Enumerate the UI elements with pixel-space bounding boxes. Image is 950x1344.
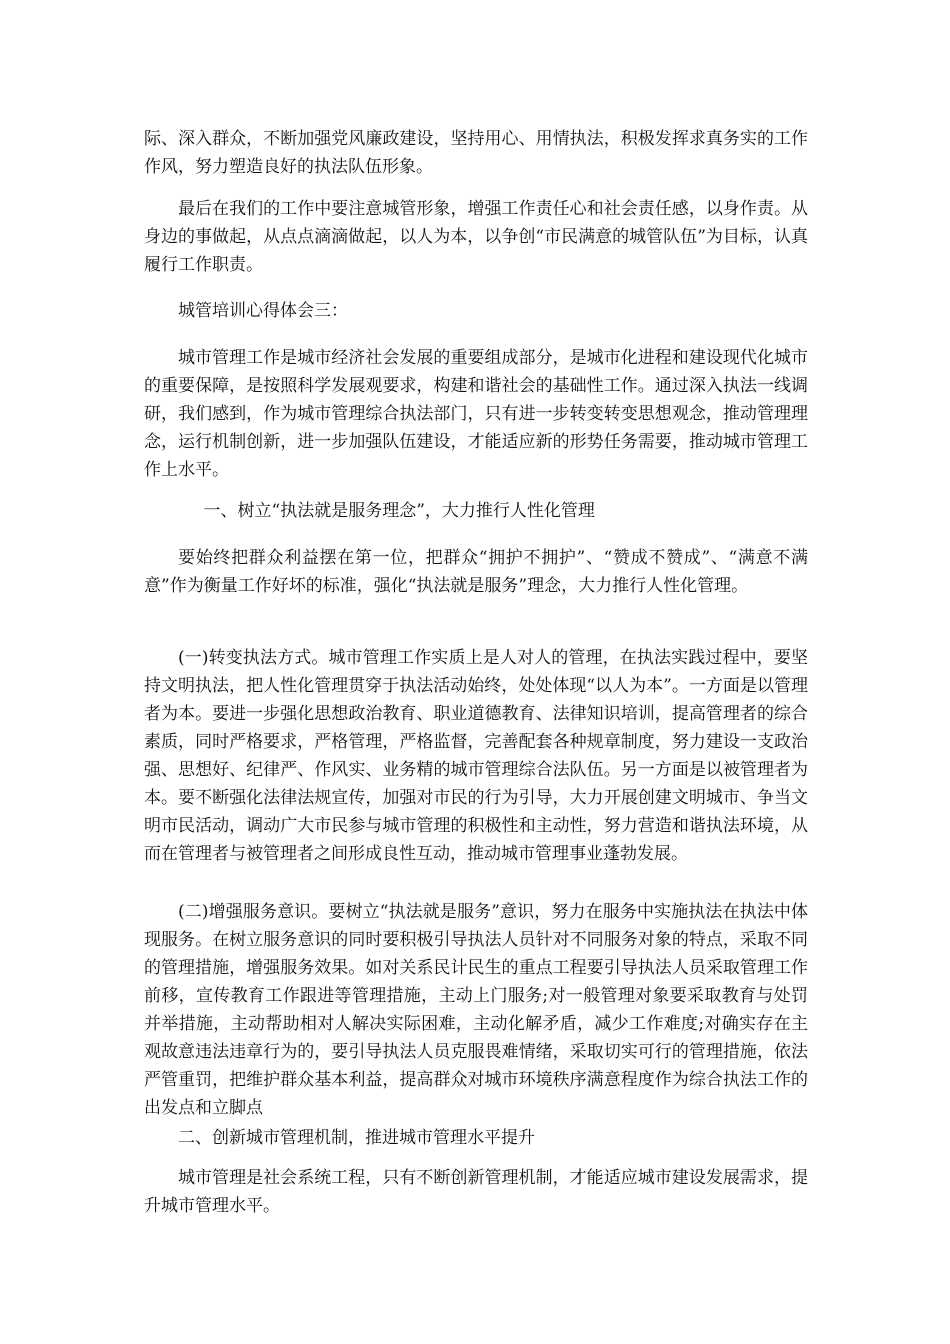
paragraph-intro: 城市管理工作是城市经济社会发展的重要组成部分，是城市化进程和建设现代化城市的重要保障，是按照科学发展观要求，构建和谐社会的基础性工作。通过深入执法一线调研，我们感到，作为城市管理综合执法部门，只有进一步转变转变思想观念，推动管理理念，运行机制创新，进一步加强队伍建设，才能适应新的形势任务需要，推动城市管理工作上水平。 <box>144 348 808 480</box>
paragraph-heading-one-body: 要始终把群众利益摆在第一位，把群众“拥护不拥护”、“赞成不赞成”、“满意不满意”作为衡量工作好坏的标准，强化“执法就是服务”理念，大力推行人性化管理。 <box>144 548 808 596</box>
paragraph-closing: 最后在我们的工作中要注意城管形象，增强工作责任心和社会责任感，以身作责。从身边的事做起，从点点滴滴做起，以人为本，以争创“市民满意的城管队伍”为目标，认真履行工作职责。 <box>144 199 808 275</box>
heading-two: 二、创新城市管理机制，推进城市管理水平提升 <box>178 1128 535 1148</box>
paragraph-continued: 际、深入群众，不断加强党风廉政建设，坚持用心、用情执法，积极发挥求真务实的工作作风，努力塑造良好的执法队伍形象。 <box>144 129 808 177</box>
paragraph-heading-two-body: 城市管理是社会系统工程，只有不断创新管理机制，才能适应城市建设发展需求，提升城市管理水平。 <box>144 1168 808 1216</box>
paragraph-subsection-two: (二)增强服务意识。要树立“执法就是服务”意识，努力在服务中实施执法在执法中体现服务。在树立服务意识的同时要积极引导执法人员针对不同服务对象的特点，采取不同的管理措施，增强服务效果。如对关系民计民生的重点工程要引导执法人员采取管理工作前移，宣传教育工作跟进等管理措施，主动上门服务;对一般管理对象要采取教育与处罚并举措施，主动帮助相对人解决实际困难，主动化解矛盾，减少工作难度;对确实存在主观故意违法违章行为的，要引导执法人员克服畏难情绪，采取切实可行的管理措施，依法严管重罚，把维护群众基本利益，提高群众对城市环境秩序满意程度作为综合执法工作的出发点和立脚点 <box>144 902 808 1118</box>
paragraph-subsection-one: (一)转变执法方式。城市管理工作实质上是人对人的管理，在执法实践过程中，要坚持文明执法，把人性化管理贯穿于执法活动始终，处处体现“以人为本”。一方面是以管理者为本。要进一步强化思想政治教育、职业道德教育、法律知识培训，提高管理者的综合素质，同时严格要求，严格管理，严格监督，完善配套各种规章制度，努力建设一支政治强、思想好、纪律严、作风实、业务精的城市管理综合法队伍。另一方面是以被管理者为本。要不断强化法律法规宣传，加强对市民的行为引导，大力开展创建文明城市、争当文明市民活动，调动广大市民参与城市管理的积极性和主动性，努力营造和谐执法环境，从而在管理者与被管理者之间形成良性互动，推动城市管理事业蓬勃发展。 <box>144 648 808 864</box>
section-title: 城管培训心得体会三： <box>178 301 348 321</box>
heading-one: 一、树立“执法就是服务理念”，大力推行人性化管理 <box>203 501 595 521</box>
